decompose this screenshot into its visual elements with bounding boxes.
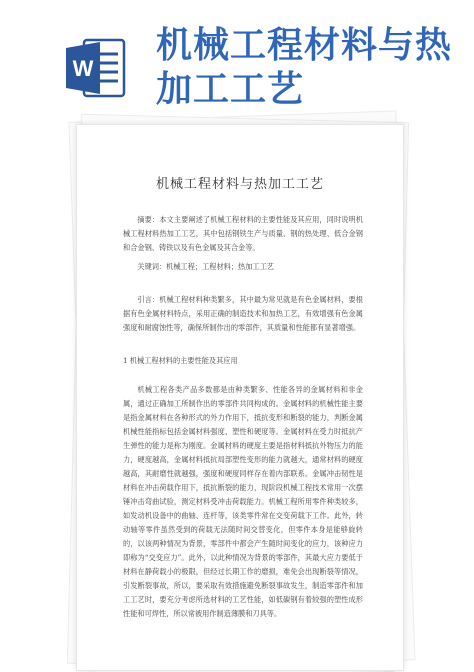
document-page [76, 124, 404, 671]
section-heading: 1 机械工程材料的主要性能及其应用 [123, 356, 238, 365]
document-title: 机械工程材料与热加工工艺 [155, 177, 324, 192]
word-icon-letter: W [72, 56, 94, 81]
banner-title: 机械工程材料与热加工工艺 [156, 25, 453, 110]
body-paragraph: 机械工程各类产品多数都是由种类繁多、性能各异的金属材料和非金属，通过正确加工所制作出的零部件共同构成的。金属材料的机械性能主要是指金属材料在各种形式的外力作用下，抵抗变形和断裂的能力，判断金属机械性能指标包括金属材料强度、塑性和硬度等。金属材料在受力时抵抗产生弹性的能力是称为刚度。金属材料的硬度主要是指材料抵抗外物压力的能力，硬度越高，金属材料抵抗局部塑性变形的能力就越大，通常材料的硬度越高，其耐磨性就越强，强度和硬度同样存在着内部联系。金属冲击韧性是材料在冲击荷载作用下，抵抗断裂的能力，现阶段机械工程技术常用一次摆锤冲击弯曲试验，测定材料受冲击荷载能力。机械工程所用零件种类较多，如发动机设备中的曲轴、连杆等，该类零件常在交变荷载下工作。此外，转动轴等零件虽然受到的荷载无法随时间交替变化，但零件本身是能够旋转的，以该两种情况为背景，零部件中都会产生随时间变化的应力，该种应力即称为“交变应力”。此外，以此种情况为背景的零部件，其最大应力要低于材料在静荷载小的极限，但经过长期工作的磨损，难免会出现断裂等情况，引发断裂事故，所以，要采取有效措施避免断裂事故发生，制造零部件和加工工艺时，要充分考虑所选材料的工艺性能，如低碳钢有着较强的塑性成形性能和可焊性，所以常被用作制造薄膜和刀具等。 [123, 385, 363, 618]
abstract-paragraph: 摘要：本文主要阐述了机械工程材料的主要性能及其应用，同时说明机械工程材料热加工工艺，其中包括钢铁生产与质量、钢的热处理、低合金钢和合金钢、铸铁以及有色金属及其合金等。 [123, 215, 363, 252]
banner [0, 0, 474, 125]
intro-paragraph: 引言：机械工程材料种类繁多，其中最为常见就是有色金属材料，要根据有色金属材料特点，采用正确的制造技术和加热工艺，有效增强有色金属强度和耐腐蚀性等，确保所制作出的零部件，其质量和性能都有显著增强。 [123, 295, 363, 332]
keywords-paragraph: 关键词：机械工程；工程材料；热加工工艺 [137, 262, 274, 271]
word-icon [62, 34, 130, 102]
